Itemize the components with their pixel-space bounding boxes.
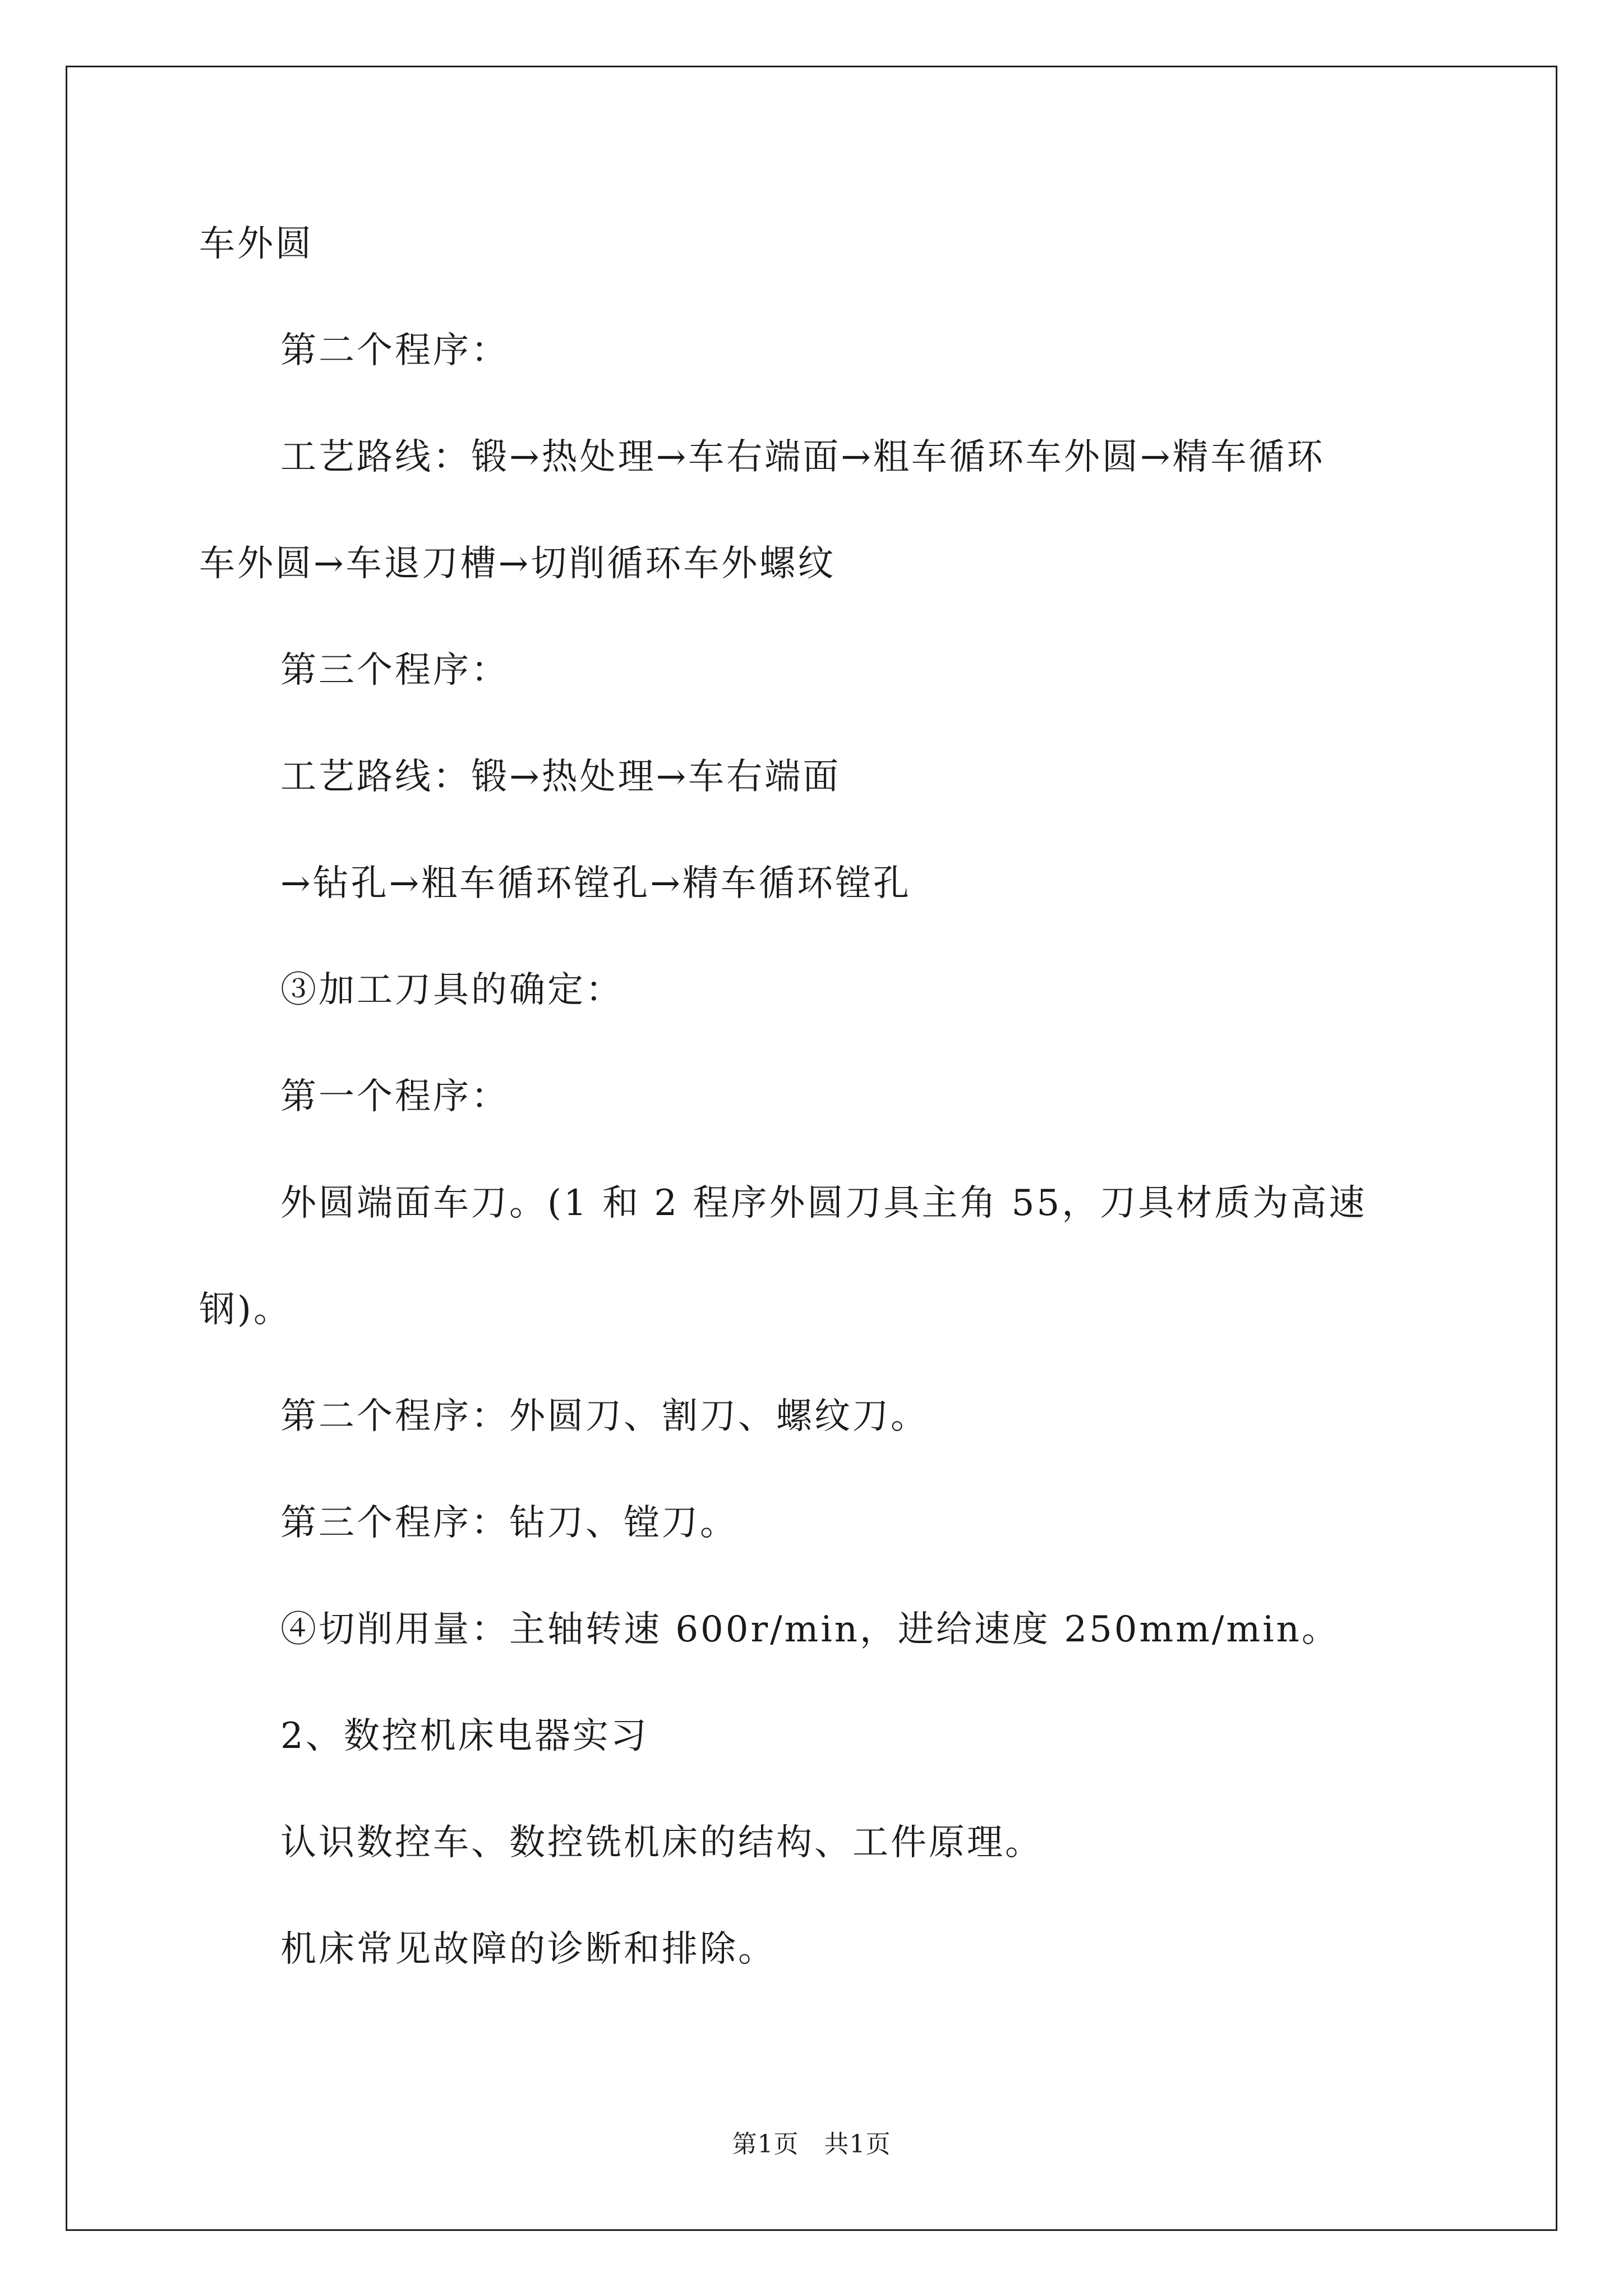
page-footer: 第1页 共1页 [732,2130,891,2159]
text-line: 钢)。 [199,1289,292,1331]
text-line: ③加工刀具的确定： [280,969,624,1011]
text-line: 车外圆→车退刀槽→切削循环车外螺纹 [199,543,836,585]
text-line: 第二个程序： [280,330,509,371]
page-border [66,66,1557,2231]
text-line: 机床常见故障的诊断和排除。 [280,1929,776,1970]
text-line: →钻孔→粗车循环镗孔→精车循环镗孔 [280,863,911,904]
text-line: 工艺路线：锻→热处理→车右端面→粗车循环车外圆→精车循环 [280,436,1325,478]
text-line: 第二个程序：外圆刀、割刀、螺纹刀。 [280,1396,929,1437]
text-line: 第三个程序： [280,650,509,691]
text-line: ④切削用量：主轴转速 600r/min，进给速度 250mm/min。 [280,1609,1340,1650]
text-line: 外圆端面车刀。(1 和 2 程序外圆刀具主角 55，刀具材质为高速 [280,1182,1367,1224]
text-line: 认识数控车、数控铣机床的结构、工件原理。 [280,1822,1043,1864]
text-line: 第三个程序：钻刀、镗刀。 [280,1502,738,1544]
text-line: 车外圆 [199,223,313,265]
text-line: 工艺路线：锻→热处理→车右端面 [280,756,841,798]
text-line: 2、数控机床电器实习 [280,1715,649,1757]
text-line: 第一个程序： [280,1076,509,1117]
